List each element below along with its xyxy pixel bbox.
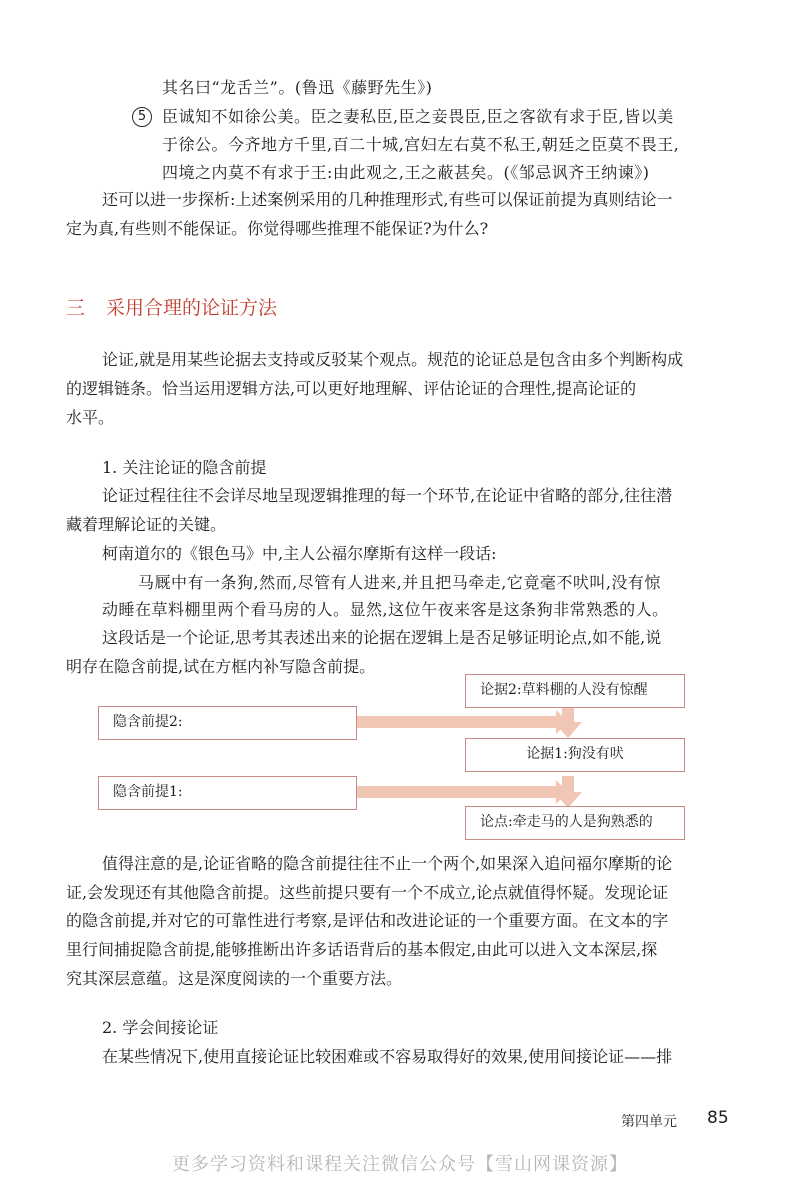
- paragraph-line: 究其深层意蕴。这是深度阅读的一个重要方法。: [66, 969, 403, 988]
- arrow-down-evidence2: [554, 707, 582, 738]
- evidence2-box: 论据2:草料棚的人没有惊醒: [465, 674, 685, 708]
- arrow-right-premise2: [357, 710, 568, 734]
- evidence1-box: 论据1:狗没有吠: [465, 738, 685, 772]
- paragraph-line: 值得注意的是,论证省略的隐含前提往往不止一个两个,如果深入追问福尔摩斯的论: [102, 854, 673, 873]
- arrow-right-premise1: [357, 780, 568, 804]
- paragraph-line: 水平。: [66, 408, 115, 427]
- item-number-5: 5: [132, 107, 152, 127]
- premise1-box[interactable]: 隐含前提1:: [98, 776, 357, 810]
- paragraph-line: 的逻辑链条。恰当运用逻辑方法,可以更好地理解、评估论证的合理性,提高论证的: [66, 379, 637, 398]
- quote-line: 臣诚知不如徐公美。臣之妻私臣,臣之妾畏臣,臣之客欲有求于臣,皆以美: [162, 107, 674, 126]
- premise2-box[interactable]: 隐含前提2:: [98, 706, 357, 740]
- quote-line: 于徐公。今齐地方千里,百二十城,宫妇左右莫不私王,朝廷之臣莫不畏王,: [162, 135, 680, 154]
- paragraph-line: 这段话是一个论证,思考其表述出来的论据在逻辑上是否足够证明论点,如不能,说: [102, 628, 662, 647]
- section-title: 采用合理的论证方法: [106, 297, 278, 319]
- paragraph-line: 里行间捕捉隐含前提,能够推断出许多话语背后的基本假定,由此可以进入文本深层,探: [66, 940, 658, 959]
- section-number: 三: [66, 297, 86, 319]
- arrow-down-evidence1: [554, 776, 582, 808]
- quote-line: 动睡在草料棚里两个看马房的人。显然,这位午夜来客是这条狗非常熟悉的人。: [102, 600, 669, 619]
- paragraph-line: 明存在隐含前提,试在方框内补写隐含前提。: [66, 657, 376, 676]
- paragraph-line: 论证过程往往不会详尽地呈现逻辑推理的每一个环节,在论证中省略的部分,往往潜: [102, 486, 673, 505]
- watermark: 更多学习资料和课程关注微信公众号【雪山网课资源】: [172, 1154, 628, 1175]
- subsection-heading: 2. 学会间接论证: [102, 1018, 219, 1037]
- paragraph-line: 论证,就是用某些论据去支持或反驳某个观点。规范的论证总是包含由多个判断构成: [102, 350, 684, 369]
- paragraph-line: 定为真,有些则不能保证。你觉得哪些推理不能保证?为什么?: [66, 219, 489, 238]
- unit-label: 第四单元: [621, 1114, 677, 1130]
- paragraph-line: 证,会发现还有其他隐含前提。这些前提只要有一个不成立,论点就值得怀疑。发现论证: [66, 883, 669, 902]
- paragraph-line: 柯南道尔的《银色马》中,主人公福尔摩斯有这样一段话:: [102, 544, 497, 563]
- paragraph-line: 的隐含前提,并对它的可靠性进行考察,是评估和改进论证的一个重要方面。在文本的字: [66, 911, 669, 930]
- page-number: 85: [707, 1108, 729, 1128]
- subsection-heading: 1. 关注论证的隐含前提: [102, 458, 267, 477]
- paragraph-line: 在某些情况下,使用直接论证比较困难或不容易取得好的效果,使用间接论证——排: [102, 1047, 673, 1066]
- paragraph-line: 藏着理解论证的关键。: [66, 515, 227, 534]
- quote-line-luxun: 其名曰“龙舌兰”。(鲁迅《藤野先生》): [162, 78, 433, 97]
- paragraph-line: 还可以进一步探析:上述案例采用的几种推理形式,有些可以保证前提为真则结论一: [102, 190, 673, 209]
- quote-line: 马厩中有一条狗,然而,尽管有人进来,并且把马牵走,它竟毫不吠叫,没有惊: [138, 573, 661, 592]
- quote-line: 四境之内莫不有求于王:由此观之,王之蔽甚矣。(《邹忌讽齐王纳谏》): [162, 163, 650, 182]
- conclusion-box: 论点:牵走马的人是狗熟悉的: [465, 806, 685, 840]
